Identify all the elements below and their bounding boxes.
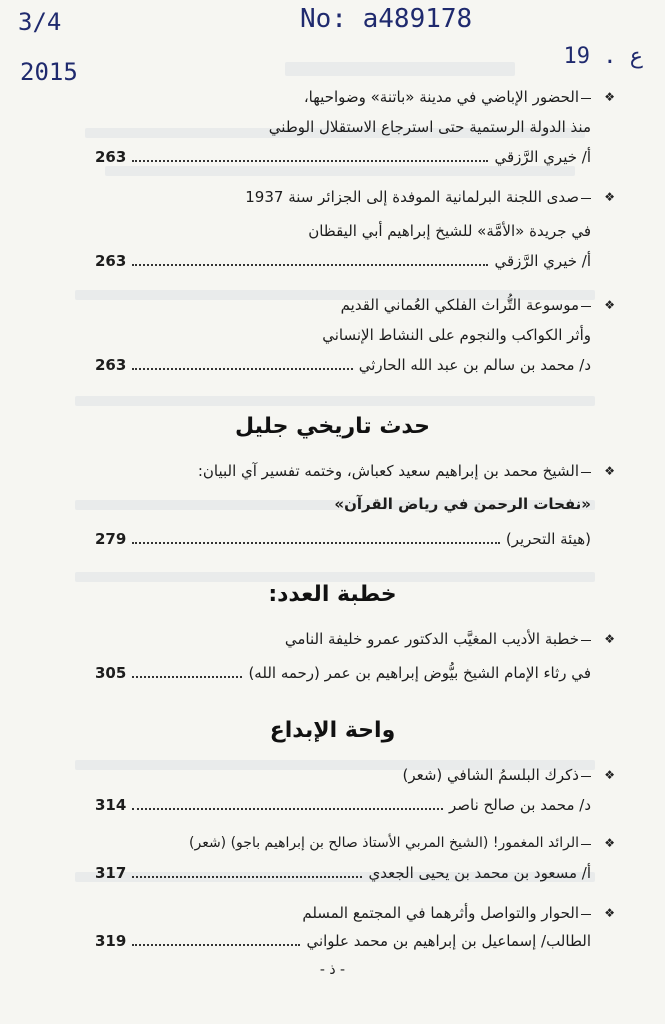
lead-dash — [581, 98, 591, 99]
diamond-bullet-icon: ❖ — [604, 298, 615, 312]
dot-leader — [132, 930, 300, 946]
toc-entry — [95, 186, 615, 276]
diamond-bullet-icon: ❖ — [604, 90, 615, 104]
entry-author-row — [95, 794, 591, 816]
dot-leader — [132, 662, 242, 678]
toc-entry — [95, 86, 615, 176]
entry-page-number: 263 — [95, 252, 127, 270]
entry-author: د/ محمد بن سالم بن عبد الله الحارثي — [358, 356, 591, 374]
page-folio: - ذ - — [319, 962, 346, 978]
entry-title-line: منذ الدولة الرستمية حتى استرجاع الاستقلال الوطني — [268, 118, 591, 136]
diamond-bullet-icon: ❖ — [604, 464, 615, 478]
handwritten-page-ref: 3/4 — [18, 8, 62, 36]
entry-author-row — [95, 146, 591, 168]
entry-author-row — [95, 250, 591, 272]
entry-author: الطالب/ إسماعيل بن إبراهيم بن محمد علواني — [306, 932, 591, 950]
lead-dash — [581, 776, 591, 777]
entry-title-line: صدى اللجنة البرلمانية الموفدة إلى الجزائر سنة 1937 — [245, 188, 579, 206]
entry-title-line: موسوعة التُّراث الفلكي العُماني القديم — [340, 296, 579, 314]
dot-leader — [132, 794, 443, 810]
book-title-highlight: «نفحات الرحمن في رياض القرآن» — [334, 495, 591, 513]
lead-dash — [581, 844, 591, 845]
entry-page-number: 319 — [95, 932, 127, 950]
bleed-through-1 — [285, 62, 515, 76]
toc-entry — [95, 764, 615, 820]
entry-author: أ/ خيري الرَّزقي — [494, 252, 591, 270]
lead-dash — [581, 640, 591, 641]
toc-entry — [95, 294, 615, 384]
lead-dash — [581, 198, 591, 199]
handwritten-year: 2015 — [20, 58, 78, 86]
entry-author-row — [95, 662, 591, 684]
entry-title-line: خطبة الأديب المغيَّب الدكتور عمرو خليفة النامي — [284, 630, 579, 648]
diamond-bullet-icon: ❖ — [604, 768, 615, 782]
entry-author: في رثاء الإمام الشيخ بيُّوض إبراهيم بن عمر (رحمه الله) — [248, 664, 591, 682]
entry-title-line: ذكرك البلسمُ الشافي (شعر) — [402, 766, 579, 784]
entry-author-row — [95, 528, 591, 550]
entry-title-line: في جريدة «الأمَّة» للشيخ إبراهيم أبي اليقظان — [308, 222, 591, 240]
entry-page-number: 305 — [95, 664, 127, 682]
toc-entry — [95, 832, 615, 888]
entry-page-number: 314 — [95, 796, 127, 814]
bleed-through-5 — [75, 396, 595, 406]
toc-entry — [95, 628, 615, 684]
dot-leader — [132, 354, 352, 370]
handwritten-box-code: 19 . ع — [563, 44, 643, 69]
diamond-bullet-icon: ❖ — [604, 632, 615, 646]
toc-entry — [95, 902, 615, 958]
diamond-bullet-icon: ❖ — [604, 906, 615, 920]
lead-dash — [581, 914, 591, 915]
entry-page-number: 263 — [95, 356, 127, 374]
entry-author-row — [95, 930, 591, 952]
dot-leader — [132, 528, 500, 544]
dot-leader — [132, 250, 488, 266]
entry-page-number: 263 — [95, 148, 127, 166]
dot-leader — [132, 146, 488, 162]
lead-dash — [581, 306, 591, 307]
entry-title-line: الرائد المغمور! (الشيخ المربي الأستاذ صالح بن إبراهيم باجو) (شعر) — [189, 835, 579, 851]
entry-author-row — [95, 354, 591, 376]
lead-dash — [581, 472, 591, 473]
section-title: خطبة العدد: — [268, 582, 397, 607]
entry-title-line: وأثر الكواكب والنجوم على النشاط الإنساني — [322, 326, 591, 344]
entry-author: (هيئة التحرير) — [505, 530, 591, 548]
entry-title-line: الحوار والتواصل وأثرهما في المجتمع المسلم — [302, 904, 579, 922]
entry-author: د/ محمد بن صالح ناصر — [449, 796, 591, 814]
entry-author-row — [95, 862, 591, 884]
bleed-through-7 — [75, 572, 595, 582]
section-title: حدث تاريخي جليل — [234, 414, 430, 439]
section-title: واحة الإبداع — [269, 718, 396, 743]
diamond-bullet-icon: ❖ — [604, 836, 615, 850]
diamond-bullet-icon: ❖ — [604, 190, 615, 204]
entry-page-number: 317 — [95, 864, 127, 882]
entry-author: أ/ مسعود بن محمد بن يحيى الجعدي — [368, 864, 591, 882]
handwritten-accession-number: No: a489178 — [300, 4, 473, 34]
entry-title-line: الحضور الإباضي في مدينة «باتنة» وضواحيها، — [303, 88, 579, 106]
dot-leader — [132, 862, 362, 878]
entry-page-number: 279 — [95, 530, 127, 548]
entry-title-line: الشيخ محمد بن إبراهيم سعيد كعباش، وختمه تفسير آي البيان: — [197, 462, 579, 480]
entry-author: أ/ خيري الرَّزقي — [494, 148, 591, 166]
